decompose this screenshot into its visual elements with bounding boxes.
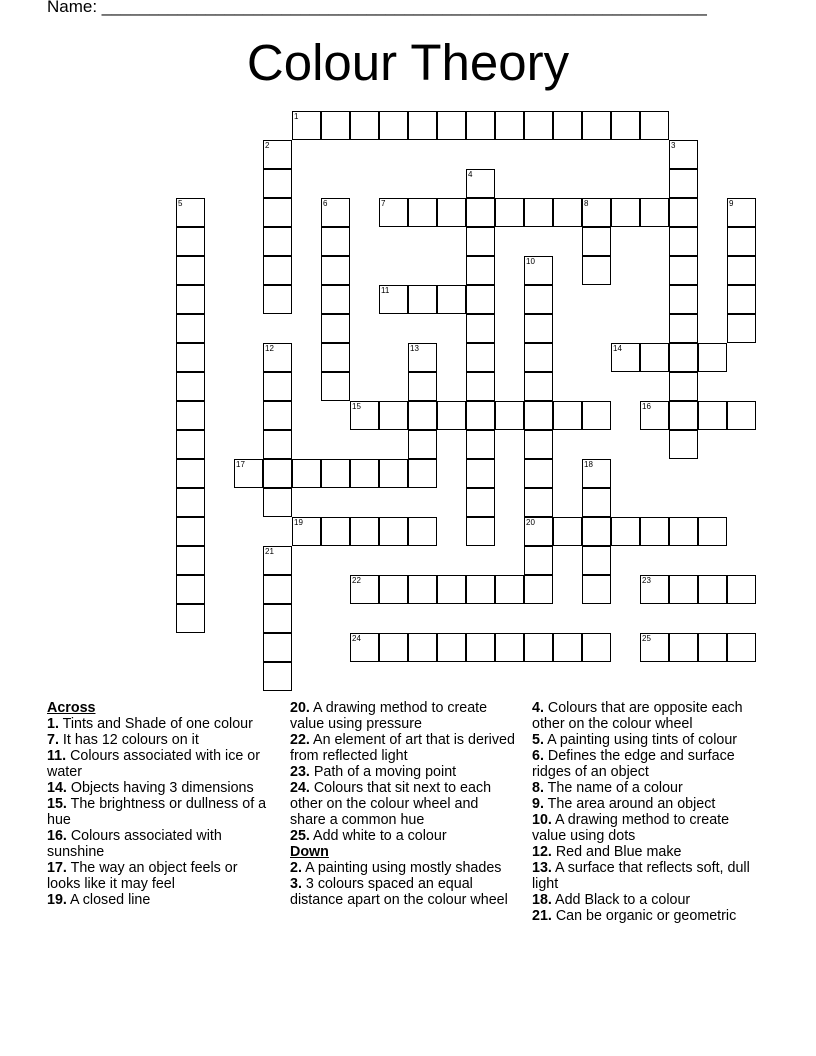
- grid-cell[interactable]: [524, 430, 553, 459]
- clue-text: Path of a moving point: [309, 764, 457, 780]
- grid-cell[interactable]: [437, 198, 466, 227]
- grid-cell[interactable]: [611, 517, 640, 546]
- grid-cell[interactable]: [640, 111, 669, 140]
- clue-number-label: 6.: [532, 748, 544, 764]
- grid-cell[interactable]: [176, 459, 205, 488]
- clue-text: 3 colours spaced an equal distance apart on the colour wheel: [290, 876, 508, 908]
- grid-cell[interactable]: [379, 111, 408, 140]
- grid-cell[interactable]: [321, 372, 350, 401]
- grid-cell[interactable]: [582, 459, 611, 488]
- clue-number: 22: [352, 576, 361, 585]
- clue: [47, 732, 272, 748]
- clue: [47, 748, 272, 780]
- clue: [47, 828, 272, 860]
- grid-cell[interactable]: [379, 459, 408, 488]
- clue-number-label: 4.: [532, 700, 544, 716]
- clue-number: 25: [642, 634, 651, 643]
- clue-text: A drawing method to create value using pressure: [290, 700, 488, 732]
- grid-cell[interactable]: [437, 285, 466, 314]
- grid-cell[interactable]: [321, 111, 350, 140]
- grid-cell[interactable]: [640, 343, 669, 372]
- grid-cell[interactable]: [640, 633, 669, 662]
- grid-cell[interactable]: [466, 488, 495, 517]
- grid-cell[interactable]: [727, 314, 756, 343]
- grid-cell[interactable]: [466, 198, 495, 227]
- grid-cell[interactable]: [524, 401, 553, 430]
- grid-cell[interactable]: [321, 314, 350, 343]
- down-header: Down: [290, 844, 329, 860]
- grid-cell[interactable]: [437, 401, 466, 430]
- clue-number-label: 20.: [290, 700, 310, 716]
- grid-cell[interactable]: [669, 227, 698, 256]
- clue-text: The area around an object: [543, 796, 716, 812]
- grid-cell[interactable]: [669, 343, 698, 372]
- clue: [47, 892, 272, 908]
- grid-cell[interactable]: [408, 575, 437, 604]
- across-clue-list-continued: [290, 700, 515, 844]
- grid-cell[interactable]: [263, 633, 292, 662]
- clue-text: The way an object feels or looks like it may feel: [47, 860, 238, 892]
- down-clue-list: [290, 860, 515, 908]
- clue-number-label: 14.: [47, 780, 67, 796]
- grid-cell[interactable]: [495, 575, 524, 604]
- clue: [290, 780, 515, 828]
- clue-number: 19: [294, 518, 303, 527]
- grid-cell[interactable]: [727, 401, 756, 430]
- clue: [532, 812, 762, 844]
- clue-column-1: [47, 700, 272, 908]
- grid-cell[interactable]: [466, 575, 495, 604]
- grid-cell[interactable]: [727, 575, 756, 604]
- clue-text: Add white to a colour: [309, 828, 447, 844]
- grid-cell[interactable]: [495, 111, 524, 140]
- clue: [532, 780, 762, 796]
- grid-cell[interactable]: [379, 575, 408, 604]
- clue-number-label: 17.: [47, 860, 67, 876]
- grid-cell[interactable]: [408, 111, 437, 140]
- grid-cell[interactable]: [553, 401, 582, 430]
- grid-cell[interactable]: [524, 343, 553, 372]
- grid-cell[interactable]: [263, 662, 292, 691]
- clue-text: The name of a colour: [543, 780, 683, 796]
- grid-cell[interactable]: [176, 314, 205, 343]
- grid-cell[interactable]: [640, 575, 669, 604]
- grid-cell[interactable]: [321, 198, 350, 227]
- clue-number: 21: [265, 547, 274, 556]
- grid-cell[interactable]: [379, 633, 408, 662]
- grid-cell[interactable]: [437, 633, 466, 662]
- clue: [532, 748, 762, 780]
- grid-cell[interactable]: [176, 198, 205, 227]
- grid-cell[interactable]: [495, 198, 524, 227]
- grid-cell[interactable]: [466, 517, 495, 546]
- clue-number-label: 9.: [532, 796, 544, 812]
- clue-text: Colours that sit next to each other on the colour wheel and share a common hue: [290, 780, 492, 828]
- grid-cell[interactable]: [669, 401, 698, 430]
- clue-number: 4: [468, 170, 473, 179]
- clue: [532, 844, 762, 860]
- clue-number-label: 10.: [532, 812, 552, 828]
- grid-cell[interactable]: [611, 198, 640, 227]
- grid-cell[interactable]: [176, 285, 205, 314]
- grid-cell[interactable]: [350, 459, 379, 488]
- clue: [532, 892, 762, 908]
- grid-cell[interactable]: [350, 401, 379, 430]
- grid-cell[interactable]: [176, 575, 205, 604]
- clue-number: 3: [671, 141, 676, 150]
- grid-cell[interactable]: [321, 285, 350, 314]
- clue: [290, 860, 515, 876]
- clue-number: 16: [642, 402, 651, 411]
- grid-cell[interactable]: [408, 372, 437, 401]
- clue-number: 9: [729, 199, 734, 208]
- grid-cell[interactable]: [466, 459, 495, 488]
- grid-cell[interactable]: [582, 111, 611, 140]
- grid-cell[interactable]: [321, 459, 350, 488]
- grid-cell[interactable]: [466, 111, 495, 140]
- grid-cell[interactable]: [263, 169, 292, 198]
- grid-cell[interactable]: [669, 285, 698, 314]
- grid-cell[interactable]: [176, 517, 205, 546]
- grid-cell[interactable]: [350, 111, 379, 140]
- grid-cell[interactable]: [176, 227, 205, 256]
- grid-cell[interactable]: [495, 633, 524, 662]
- clue: [47, 796, 272, 828]
- grid-cell[interactable]: [698, 401, 727, 430]
- clue-number: 12: [265, 344, 274, 353]
- clue-text: A drawing method to create value using dots: [532, 812, 730, 844]
- grid-cell[interactable]: [727, 256, 756, 285]
- grid-cell[interactable]: [176, 604, 205, 633]
- clue-number-label: 11.: [47, 748, 67, 764]
- grid-cell[interactable]: [524, 517, 553, 546]
- clue: [532, 860, 762, 892]
- grid-cell[interactable]: [292, 517, 321, 546]
- grid-cell[interactable]: [350, 517, 379, 546]
- grid-cell[interactable]: [669, 372, 698, 401]
- grid-cell[interactable]: [263, 459, 292, 488]
- clue: [532, 732, 762, 748]
- grid-cell[interactable]: [698, 343, 727, 372]
- grid-cell[interactable]: [669, 140, 698, 169]
- clue-number: 2: [265, 141, 270, 150]
- grid-cell[interactable]: [727, 227, 756, 256]
- grid-cell[interactable]: [611, 343, 640, 372]
- grid-cell[interactable]: [669, 575, 698, 604]
- clue-number: 6: [323, 199, 328, 208]
- clue-number: 1: [294, 112, 299, 121]
- grid-cell[interactable]: [263, 575, 292, 604]
- grid-cell[interactable]: [524, 285, 553, 314]
- grid-cell[interactable]: [379, 285, 408, 314]
- clue-number: 20: [526, 518, 535, 527]
- clue-number: 24: [352, 634, 361, 643]
- grid-cell[interactable]: [640, 401, 669, 430]
- clue-number: 8: [584, 199, 589, 208]
- clue-number-label: 2.: [290, 860, 302, 876]
- grid-cell[interactable]: [263, 285, 292, 314]
- grid-cell[interactable]: [582, 227, 611, 256]
- clue: [290, 732, 515, 764]
- grid-cell[interactable]: [408, 198, 437, 227]
- grid-cell[interactable]: [582, 575, 611, 604]
- clue-text: An element of art that is derived from reflected light: [290, 732, 515, 764]
- clue-number-label: 3.: [290, 876, 302, 892]
- clue-number-label: 1.: [47, 716, 59, 732]
- grid-cell[interactable]: [408, 401, 437, 430]
- clue-text: Can be organic or geometric: [551, 908, 737, 924]
- grid-cell[interactable]: [524, 111, 553, 140]
- clue: [290, 828, 515, 844]
- grid-cell[interactable]: [350, 575, 379, 604]
- clue-column-2: [290, 700, 515, 908]
- name-line: Name: ________________________________________________________________: [47, 0, 707, 16]
- grid-cell[interactable]: [350, 633, 379, 662]
- grid-cell[interactable]: [321, 517, 350, 546]
- grid-cell[interactable]: [466, 285, 495, 314]
- grid-cell[interactable]: [263, 401, 292, 430]
- grid-cell[interactable]: [176, 546, 205, 575]
- clue: [532, 796, 762, 812]
- grid-cell[interactable]: [466, 633, 495, 662]
- clue-number-label: 24.: [290, 780, 310, 796]
- clue-number-label: 19.: [47, 892, 67, 908]
- grid-cell[interactable]: [466, 343, 495, 372]
- grid-cell[interactable]: [292, 111, 321, 140]
- grid-cell[interactable]: [727, 198, 756, 227]
- down-clue-list-continued: [532, 700, 762, 924]
- grid-cell[interactable]: [698, 633, 727, 662]
- clue-number-label: 16.: [47, 828, 67, 844]
- grid-cell[interactable]: [408, 633, 437, 662]
- grid-cell[interactable]: [466, 401, 495, 430]
- clue-text: A closed line: [66, 892, 151, 908]
- grid-cell[interactable]: [408, 285, 437, 314]
- clue: [290, 700, 515, 732]
- grid-cell[interactable]: [379, 517, 408, 546]
- grid-cell[interactable]: [582, 633, 611, 662]
- grid-cell[interactable]: [437, 111, 466, 140]
- clue-number: 15: [352, 402, 361, 411]
- grid-cell[interactable]: [263, 343, 292, 372]
- grid-cell[interactable]: [524, 256, 553, 285]
- clue-number: 7: [381, 199, 386, 208]
- clue-text: Colours associated with ice or water: [47, 748, 260, 780]
- grid-cell[interactable]: [524, 633, 553, 662]
- grid-cell[interactable]: [553, 111, 582, 140]
- clue-number: 18: [584, 460, 593, 469]
- grid-cell[interactable]: [669, 169, 698, 198]
- clue-text: A painting using mostly shades: [301, 860, 502, 876]
- grid-cell[interactable]: [176, 343, 205, 372]
- clue: [290, 876, 515, 908]
- grid-cell[interactable]: [321, 227, 350, 256]
- grid-cell[interactable]: [553, 517, 582, 546]
- clue-text: A painting using tints of colour: [543, 732, 738, 748]
- grid-cell[interactable]: [437, 575, 466, 604]
- grid-cell[interactable]: [176, 372, 205, 401]
- grid-cell[interactable]: [234, 459, 263, 488]
- grid-cell[interactable]: [553, 633, 582, 662]
- grid-cell[interactable]: [379, 401, 408, 430]
- grid-cell[interactable]: [582, 198, 611, 227]
- clue-number-label: 21.: [532, 908, 552, 924]
- grid-cell[interactable]: [669, 256, 698, 285]
- grid-cell[interactable]: [524, 198, 553, 227]
- clue: [290, 764, 515, 780]
- grid-cell[interactable]: [640, 198, 669, 227]
- grid-cell[interactable]: [321, 343, 350, 372]
- grid-cell[interactable]: [466, 256, 495, 285]
- grid-cell[interactable]: [176, 430, 205, 459]
- clue-number: 5: [178, 199, 183, 208]
- grid-cell[interactable]: [582, 401, 611, 430]
- grid-cell[interactable]: [669, 314, 698, 343]
- across-clue-list: [47, 716, 272, 908]
- clue-number-label: 7.: [47, 732, 59, 748]
- clue-number: 17: [236, 460, 245, 469]
- grid-cell[interactable]: [669, 517, 698, 546]
- grid-cell[interactable]: [582, 546, 611, 575]
- grid-cell[interactable]: [263, 546, 292, 575]
- grid-cell[interactable]: [524, 372, 553, 401]
- grid-cell[interactable]: [524, 314, 553, 343]
- clue: [532, 700, 762, 732]
- grid-cell[interactable]: [582, 488, 611, 517]
- grid-cell[interactable]: [553, 198, 582, 227]
- clue-text: Objects having 3 dimensions: [66, 780, 254, 796]
- clue-text: Colours that are opposite each other on the colour wheel: [532, 700, 743, 732]
- clue-number: 14: [613, 344, 622, 353]
- grid-cell[interactable]: [466, 372, 495, 401]
- grid-cell[interactable]: [669, 633, 698, 662]
- clue-text: Add Black to a colour: [551, 892, 691, 908]
- clue-text: Red and Blue make: [551, 844, 682, 860]
- grid-cell[interactable]: [582, 517, 611, 546]
- grid-cell[interactable]: [408, 343, 437, 372]
- grid-cell[interactable]: [466, 169, 495, 198]
- grid-cell[interactable]: [495, 401, 524, 430]
- grid-cell[interactable]: [263, 488, 292, 517]
- clue-text: A surface that reflects soft, dull light: [532, 860, 750, 892]
- grid-cell[interactable]: [727, 633, 756, 662]
- grid-cell[interactable]: [408, 430, 437, 459]
- grid-cell[interactable]: [263, 430, 292, 459]
- clue-text: The brightness or dullness of a hue: [47, 796, 267, 828]
- clue-column-3: [532, 700, 762, 924]
- grid-cell[interactable]: [263, 198, 292, 227]
- grid-cell[interactable]: [524, 575, 553, 604]
- clue-text: Tints and Shade of one colour: [58, 716, 253, 732]
- clue-number-label: 8.: [532, 780, 544, 796]
- clue-text: Colours associated with sunshine: [47, 828, 222, 860]
- clue-number-label: 25.: [290, 828, 310, 844]
- grid-cell[interactable]: [466, 314, 495, 343]
- clue-number-label: 12.: [532, 844, 552, 860]
- grid-cell[interactable]: [379, 198, 408, 227]
- grid-cell[interactable]: [727, 285, 756, 314]
- grid-cell[interactable]: [263, 227, 292, 256]
- clue-number-label: 18.: [532, 892, 552, 908]
- page-title: Colour Theory: [246, 34, 570, 91]
- grid-cell[interactable]: [321, 256, 350, 285]
- clue-number-label: 5.: [532, 732, 544, 748]
- grid-cell[interactable]: [698, 575, 727, 604]
- clue: [47, 716, 272, 732]
- clue: [532, 908, 762, 924]
- grid-cell[interactable]: [698, 517, 727, 546]
- grid-cell[interactable]: [292, 459, 321, 488]
- grid-cell[interactable]: [408, 517, 437, 546]
- clue-number-label: 15.: [47, 796, 67, 812]
- grid-cell[interactable]: [466, 430, 495, 459]
- grid-cell[interactable]: [669, 198, 698, 227]
- clue-number: 10: [526, 257, 535, 266]
- clue-number: 11: [381, 286, 390, 295]
- grid-cell[interactable]: [582, 256, 611, 285]
- grid-cell[interactable]: [466, 227, 495, 256]
- across-header: Across: [47, 700, 96, 716]
- grid-cell[interactable]: [263, 604, 292, 633]
- grid-cell[interactable]: [263, 140, 292, 169]
- grid-cell[interactable]: [176, 488, 205, 517]
- clue: [47, 860, 272, 892]
- grid-cell[interactable]: [669, 430, 698, 459]
- grid-cell[interactable]: [524, 488, 553, 517]
- grid-cell[interactable]: [263, 372, 292, 401]
- grid-cell[interactable]: [408, 459, 437, 488]
- grid-cell[interactable]: [640, 517, 669, 546]
- grid-cell[interactable]: [524, 546, 553, 575]
- grid-cell[interactable]: [263, 256, 292, 285]
- clue-text: It has 12 colours on it: [58, 732, 199, 748]
- clue: [47, 780, 272, 796]
- clue-number-label: 22.: [290, 732, 310, 748]
- clue-number-label: 23.: [290, 764, 310, 780]
- grid-cell[interactable]: [611, 111, 640, 140]
- clue-number: 13: [410, 344, 419, 353]
- clue-text: Defines the edge and surface ridges of an object: [532, 748, 735, 780]
- grid-cell[interactable]: [524, 459, 553, 488]
- grid-cell[interactable]: [176, 256, 205, 285]
- clue-number-label: 13.: [532, 860, 552, 876]
- grid-cell[interactable]: [176, 401, 205, 430]
- clue-number: 23: [642, 576, 651, 585]
